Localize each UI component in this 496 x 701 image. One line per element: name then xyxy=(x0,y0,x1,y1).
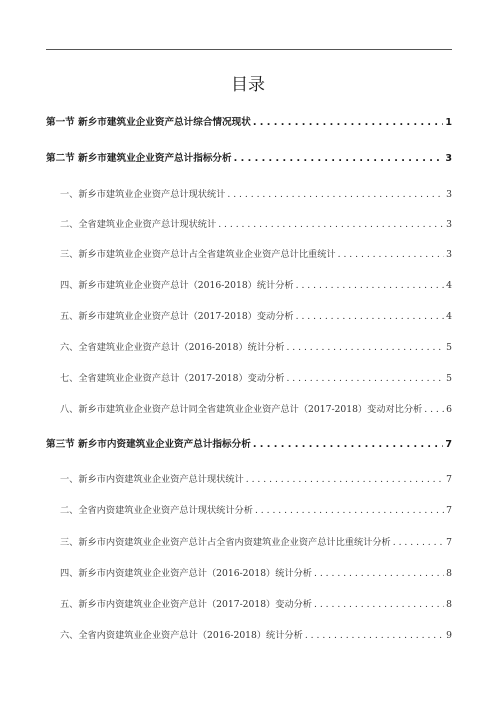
toc-entry-text: 三、新乡市建筑业企业资产总计占全省建筑业企业资产总计比重统计 xyxy=(60,249,336,260)
dot-leader xyxy=(424,404,444,415)
toc-entry-page: 7 xyxy=(446,474,452,485)
toc-entry-text: 一、新乡市建筑业企业资产总计现状统计 xyxy=(60,189,226,200)
toc-entry-text: 四、新乡市内资建筑业企业资产总计（2016-2018）统计分析 xyxy=(60,568,312,579)
toc-entry-page: 7 xyxy=(446,505,452,516)
dot-leader xyxy=(393,537,444,548)
toc-entry[interactable] xyxy=(46,277,452,293)
dot-leader xyxy=(314,568,444,579)
toc-entry-text: 四、新乡市建筑业企业资产总计（2016-2018）统计分析 xyxy=(60,280,294,291)
toc-entry-page: 4 xyxy=(446,280,452,291)
dot-leader xyxy=(234,153,444,164)
dot-leader xyxy=(255,505,444,516)
toc-entry[interactable] xyxy=(46,150,452,166)
toc-entry[interactable] xyxy=(46,401,452,417)
toc-entry[interactable] xyxy=(46,565,452,581)
toc-entry-text: 一、新乡市内资建筑业企业资产总计现状统计 xyxy=(60,474,244,485)
toc-entry-text: 第一节 新乡市建筑业企业资产总计综合情况现状 xyxy=(46,117,251,128)
toc-entry-text: 六、全省建筑业企业资产总计（2016-2018）统计分析 xyxy=(60,342,285,353)
dot-leader xyxy=(296,280,445,291)
toc-entry[interactable] xyxy=(46,308,452,324)
toc-entry-text: 六、全省内资建筑业企业资产总计（2016-2018）统计分析 xyxy=(60,630,303,641)
toc-entry[interactable] xyxy=(46,627,452,643)
toc-entry-page: 5 xyxy=(446,373,452,384)
header-rule xyxy=(46,49,452,50)
dot-leader xyxy=(286,342,444,353)
toc-entry-text: 第三节 新乡市内资建筑业企业资产总计指标分析 xyxy=(46,439,251,450)
toc-entry-text: 八、新乡市建筑业企业资产总计同全省建筑业企业资产总计（2017-2018）变动对比分析 xyxy=(60,404,423,415)
toc-entry-page: 6 xyxy=(446,404,452,415)
toc-entry[interactable] xyxy=(46,471,452,487)
toc-entry[interactable] xyxy=(46,436,452,452)
toc-entry-page: 8 xyxy=(446,599,452,610)
toc-entry[interactable] xyxy=(46,596,452,612)
toc-title: 目录 xyxy=(231,75,265,95)
toc-entry-page: 4 xyxy=(446,311,452,322)
toc-entry-page: 3 xyxy=(446,219,452,230)
dot-leader xyxy=(296,311,445,322)
toc-entry-text: 二、全省建筑业企业资产总计现状统计 xyxy=(60,219,217,230)
toc-entry[interactable] xyxy=(46,186,452,202)
dot-leader xyxy=(338,249,445,260)
dot-leader xyxy=(218,219,444,230)
dot-leader xyxy=(253,439,444,450)
toc-entry-page: 3 xyxy=(445,153,452,164)
dot-leader xyxy=(253,117,444,128)
toc-entry-page: 3 xyxy=(446,189,452,200)
toc-entry[interactable] xyxy=(46,502,452,518)
dot-leader xyxy=(286,373,444,384)
toc-entry-text: 二、全省内资建筑业企业资产总计现状统计分析 xyxy=(60,505,253,516)
toc-entry-text: 七、全省建筑业企业资产总计（2017-2018）变动分析 xyxy=(60,373,285,384)
toc-entry-page: 8 xyxy=(446,568,452,579)
toc-entry-text: 第二节 新乡市建筑业企业资产总计指标分析 xyxy=(46,153,232,164)
toc-entry-page: 7 xyxy=(445,439,452,450)
toc-entry-page: 3 xyxy=(446,249,452,260)
toc-entry-page: 1 xyxy=(445,117,452,128)
toc-entry-page: 9 xyxy=(446,630,452,641)
toc-entry-text: 五、新乡市内资建筑业企业资产总计（2017-2018）变动分析 xyxy=(60,599,312,610)
toc-entry[interactable] xyxy=(46,339,452,355)
dot-leader xyxy=(246,474,444,485)
toc-entry-page: 7 xyxy=(446,537,452,548)
toc-entry-text: 三、新乡市内资建筑业企业资产总计占全省内资建筑业企业资产总计比重统计分析 xyxy=(60,537,391,548)
dot-leader xyxy=(314,599,444,610)
toc-entry[interactable] xyxy=(46,216,452,232)
toc-entry[interactable] xyxy=(46,246,452,262)
dot-leader xyxy=(305,630,444,641)
toc-entry[interactable] xyxy=(46,114,452,130)
toc-entry-page: 5 xyxy=(446,342,452,353)
toc-entry-text: 五、新乡市建筑业企业资产总计（2017-2018）变动分析 xyxy=(60,311,294,322)
toc-entry[interactable] xyxy=(46,534,452,550)
toc-entry[interactable] xyxy=(46,370,452,386)
dot-leader xyxy=(227,189,444,200)
